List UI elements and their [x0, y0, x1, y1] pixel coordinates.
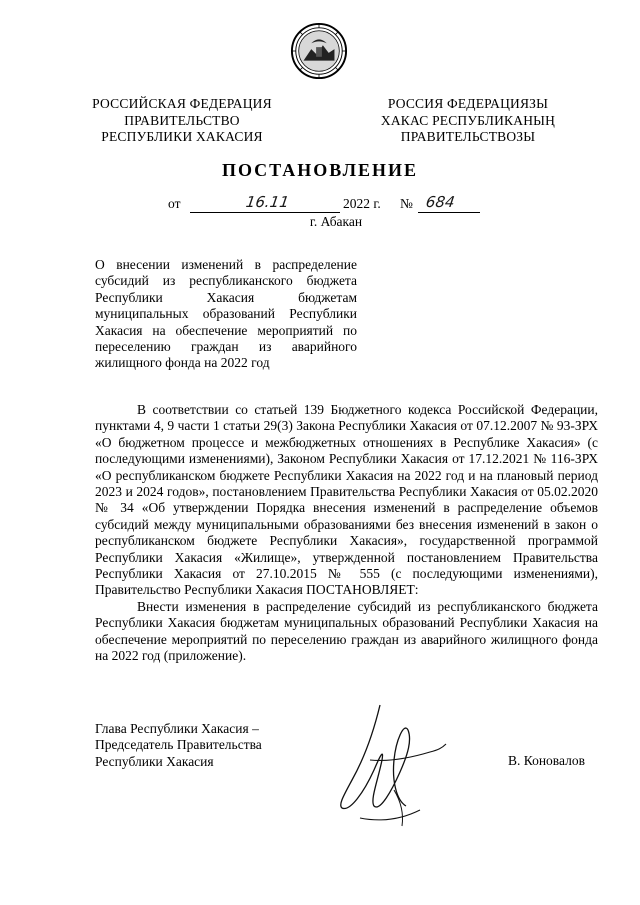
signatory-title	[95, 721, 315, 770]
document-body	[95, 402, 598, 665]
signatory-title-line: Глава Республики Хакасия –	[95, 721, 259, 736]
header-right-line: РОССИЯ ФЕДЕРАЦИЯЗЫ	[387, 96, 549, 111]
city: г. Абакан	[309, 214, 363, 229]
coat-of-arms-icon	[290, 22, 348, 80]
body-paragraph: Внести изменения в распределение субсидий из республиканского бюджета Республики Хакасия бюджетам муниципальных образований Республики Хакасия на обеспечение мероприятий по переселению граждан из аварийного жилищного фонда на 2022 год (приложение).	[95, 598, 598, 664]
number-underline	[418, 212, 480, 213]
handwritten-signature-icon	[330, 700, 450, 830]
body-paragraph: В соответствии со статьей 139 Бюджетного кодекса Российской Федерации, пунктами 4, 9 части 1 статьи 29(3) Закона Республики Хакасия от 07.12.2007 № 93-ЗРХ «О бюджетном процессе и межбюджетных отношениях в Республике Хакасия» (с последующими изменениями), Законом Республики Хакасия от 17.12.2021 № 116-ЗРХ «О республиканском бюджете Республики Хакасия на 2022 год и на плановый период 2023 и 2024 годов», постановлением Правительства Республики Хакасия от 05.02.2020 № 34 «Об утверждении Порядка внесения изменений в распределение объемов субсидий между муниципальными образованиями без внесения изменений в закон о республиканском бюджете Республики Хакасия», государственной программой Республики Хакасия «Жилище», утвержденной постановлением Правительства Республики Хакасия от 27.10.2015 № 555 (с последующими изменениями), Правительство Республики Хакасия ПОСТАНОВЛЯЕТ:	[95, 402, 598, 598]
header-left	[80, 96, 284, 146]
header-right-line: ПРАВИТЕЛЬСТВОЗЫ	[400, 129, 536, 144]
header-left-line: РЕСПУБЛИКИ ХАКАСИЯ	[101, 129, 263, 144]
document-subject: О внесении изменений в распределение субсидий из республиканского бюджета Республики Хакасия бюджетам муниципальных образований Республики Хакасия на обеспечение мероприятий по переселению граждан из аварийного жилищного фонда на 2022 год	[95, 257, 357, 371]
signatory-title-line: Республики Хакасия	[95, 753, 214, 769]
header-left-line: РОССИЙСКАЯ ФЕДЕРАЦИЯ	[92, 96, 272, 111]
handwritten-number: 684	[424, 193, 456, 211]
handwritten-date: 16.11	[244, 193, 291, 211]
header-right	[368, 96, 568, 146]
date-prefix: от	[168, 196, 181, 211]
date-number-row	[168, 193, 488, 216]
date-underline	[190, 212, 340, 213]
signatory-title-line: Председатель Правительства	[95, 737, 262, 753]
header-right-line: ХАКАС РЕСПУБЛИКАНЫҢ	[380, 112, 556, 128]
date-year: 2022 г.	[343, 196, 381, 211]
header-left-line: ПРАВИТЕЛЬСТВО	[124, 112, 240, 128]
document-title: ПОСТАНОВЛЕНИЕ	[221, 160, 419, 180]
number-label: №	[400, 196, 413, 211]
signatory-name: В. Коновалов	[508, 753, 585, 768]
